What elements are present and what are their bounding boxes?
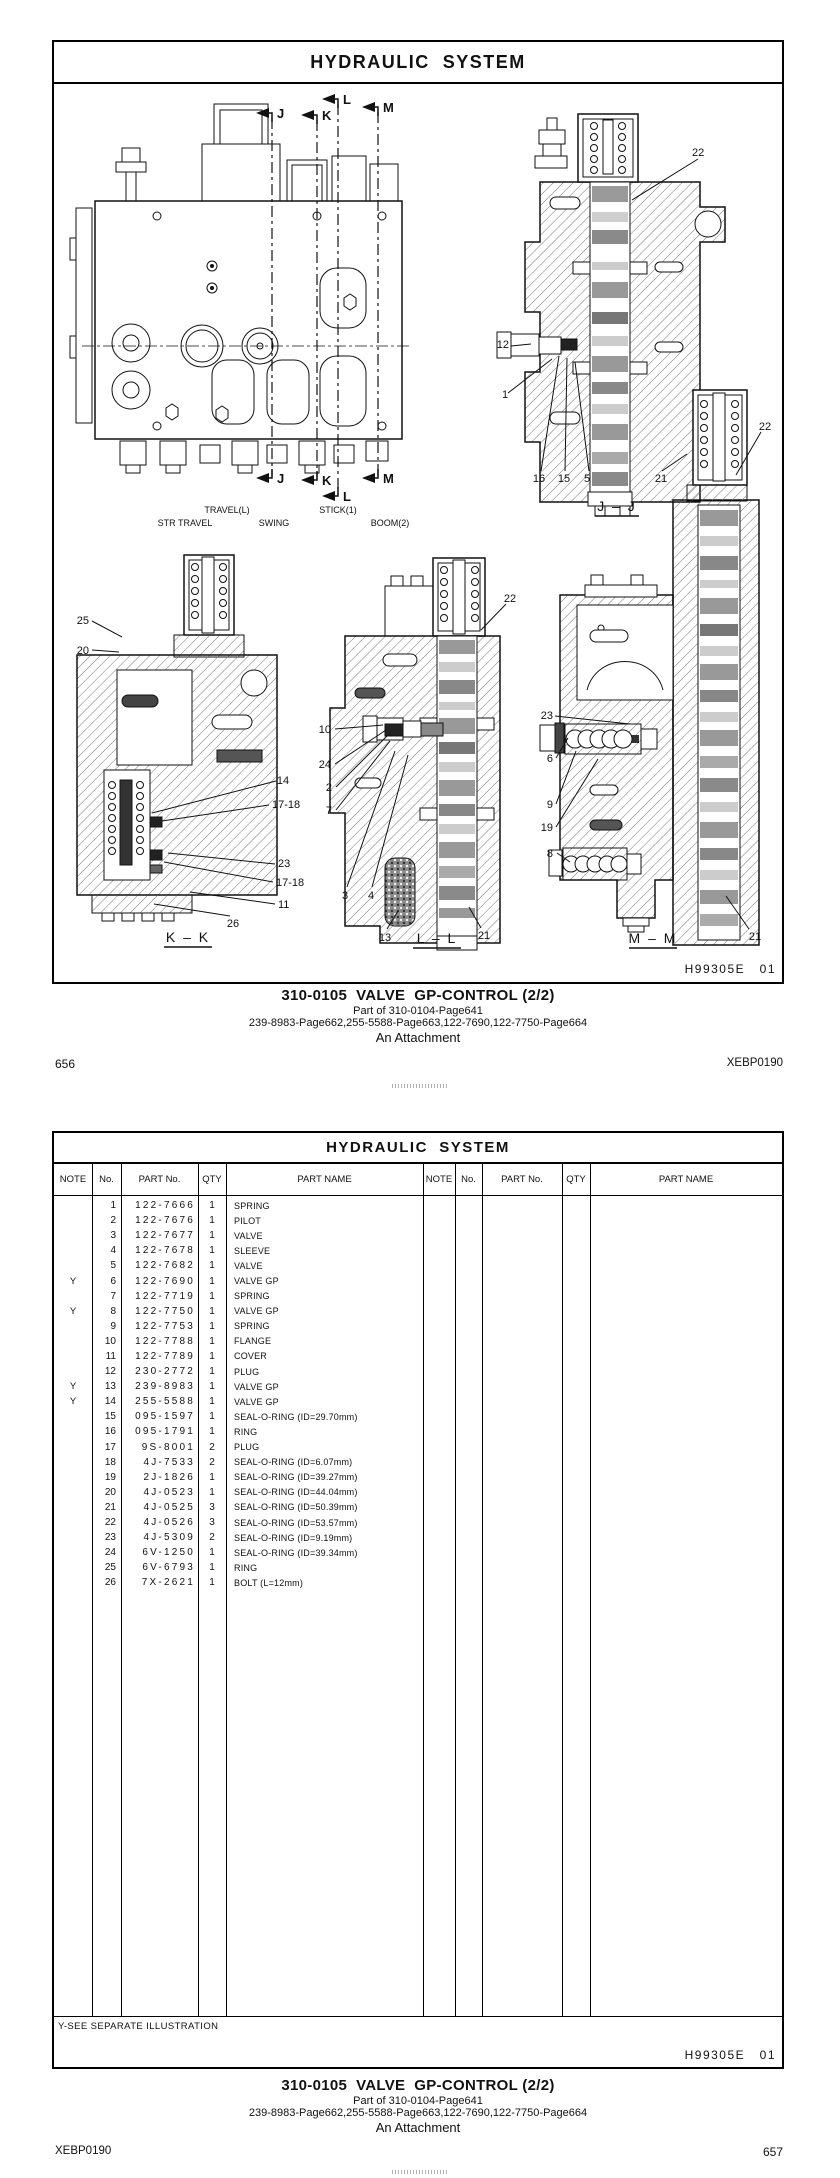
table-row [54, 1530, 423, 1545]
table-row [54, 1273, 423, 1288]
cell-qty: 1 [209, 1260, 215, 1272]
cell-qty: 2 [209, 1441, 215, 1453]
cell-no: 14 [104, 1396, 116, 1408]
caption-refs: 239-8983-Page662,255-5588-Page663,122-7690,122-7750-Page664 [248, 2107, 588, 2119]
cell-no: 24 [104, 1547, 116, 1559]
section-letter-k-top: K [322, 108, 332, 123]
cell-no: 25 [104, 1562, 116, 1574]
header-part-name: PART NAME [658, 1174, 714, 1185]
table-row [54, 1243, 423, 1258]
cell-note: Y [69, 1305, 77, 1317]
page2-footnote: Y-SEE SEPARATE ILLUSTRATION [58, 2021, 219, 2032]
cell-part-no: 9S-8001 [141, 1441, 195, 1453]
cell-no: 19 [104, 1471, 116, 1483]
cell-no: 13 [104, 1381, 116, 1393]
table-row [54, 1575, 423, 1590]
cell-part-no: 122-7750 [135, 1305, 195, 1317]
table-row [54, 1364, 423, 1379]
cell-qty: 3 [209, 1517, 215, 1529]
cell-part-no: 095-1597 [135, 1411, 195, 1423]
cell-part-no: 122-7676 [135, 1215, 195, 1227]
cell-part-name: SEAL-O-RING (ID=9.19mm) [234, 1532, 353, 1543]
table-row [54, 1500, 423, 1515]
table-row [54, 1470, 423, 1485]
cell-part-no: 230-2772 [135, 1366, 195, 1378]
callout-label: 2 [325, 782, 332, 794]
table-row [54, 1334, 423, 1349]
plan-label-stick: STICK(1) [319, 505, 357, 515]
cell-qty: 2 [209, 1532, 215, 1544]
cell-qty: 1 [209, 1215, 215, 1227]
callout-label: 17-18 [272, 799, 301, 811]
cell-no: 17 [104, 1441, 116, 1453]
page2-number: 657 [762, 2145, 783, 2159]
plan-label-swing: SWING [258, 518, 290, 528]
cell-part-no: 122-7753 [135, 1320, 195, 1332]
table-column-line [423, 1164, 424, 2016]
cell-part-name: SEAL-O-RING (ID=39.34mm) [234, 1547, 358, 1558]
page1-number: 656 [55, 1057, 76, 1071]
cell-no: 8 [110, 1305, 116, 1317]
callout-label: 1 [501, 389, 509, 401]
callout-label: 11 [278, 899, 290, 911]
callout-label: 23 [278, 858, 291, 870]
cell-no: 1 [110, 1200, 116, 1212]
cell-qty: 1 [209, 1320, 215, 1332]
table-row [54, 1394, 423, 1409]
callout-label: 22 [692, 147, 705, 159]
cell-no: 11 [105, 1350, 116, 1362]
table-column-line [482, 1164, 483, 2016]
header-part-name: PART NAME [297, 1174, 352, 1185]
cell-no: 3 [110, 1230, 116, 1242]
table-row [54, 1258, 423, 1273]
callout-label: 26 [226, 918, 240, 930]
plan-label-travel-l: TRAVEL(L) [204, 505, 250, 515]
cell-part-name: VALVE GP [234, 1276, 279, 1287]
header-no: No. [99, 1174, 114, 1185]
callout-label: 25 [76, 615, 89, 627]
cell-part-no: 2J-1826 [143, 1471, 195, 1483]
section-letter-k-bottom: K [322, 473, 332, 488]
section-letter-m-top: M [383, 100, 394, 115]
cell-qty: 1 [209, 1547, 215, 1559]
cell-qty: 2 [209, 1456, 215, 1468]
callout-label: 10 [318, 724, 331, 736]
cell-qty: 1 [209, 1245, 215, 1257]
page1-caption [118, 987, 718, 1045]
page2-plate-code: H99305E 01 [684, 2048, 776, 2062]
parts-table-header [54, 1164, 782, 1196]
cell-part-name: VALVE GP [234, 1396, 279, 1407]
header-qty: QTY [202, 1174, 222, 1185]
cell-part-no: 7X-2621 [141, 1577, 195, 1589]
callout-label: 5 [583, 473, 591, 485]
table-column-line [590, 1164, 591, 2016]
page1-title [52, 40, 784, 84]
cell-no: 16 [104, 1426, 116, 1438]
header-part-no: PART No. [138, 1174, 181, 1185]
section-kk-diagram [62, 555, 305, 955]
page2-title [52, 1131, 784, 1164]
callout-label: 12 [496, 339, 509, 351]
cell-part-no: 239-8983 [135, 1381, 195, 1393]
table-row [54, 1515, 423, 1530]
header-no: No. [461, 1174, 476, 1185]
callout-label: 24 [318, 759, 331, 771]
cell-note: Y [69, 1381, 77, 1393]
cell-no: 22 [104, 1517, 116, 1529]
table-row [54, 1379, 423, 1394]
cell-part-no: 4J-0526 [143, 1517, 195, 1529]
page1-book-code: XEBP0190 [726, 1057, 783, 1069]
table-row [54, 1304, 423, 1319]
cell-part-name: PLUG [234, 1442, 260, 1453]
parts-table-rows [54, 1198, 423, 1590]
table-row [54, 1349, 423, 1364]
cell-part-no: 122-7666 [135, 1200, 195, 1212]
table-row [54, 1289, 423, 1304]
cell-part-name: SPRING [234, 1200, 270, 1211]
page1-title-text: HYDRAULIC SYSTEM [310, 51, 526, 72]
cell-part-name: SPRING [234, 1291, 270, 1302]
cell-no: 12 [104, 1366, 116, 1378]
microprint-mark [392, 1084, 447, 1088]
section-letter-m-bottom: M [383, 471, 394, 486]
cell-part-name: SEAL-O-RING (ID=6.07mm) [234, 1457, 353, 1468]
caption-title: 310-0105 VALVE GP-CONTROL (2/2) [281, 2077, 555, 2094]
callout-label: 7 [325, 805, 332, 817]
cell-qty: 1 [209, 1275, 215, 1287]
callout-label: 22 [503, 593, 517, 605]
cell-no: 21 [104, 1501, 116, 1513]
table-column-line [455, 1164, 456, 2016]
cell-qty: 1 [209, 1350, 215, 1362]
caption-refs: 239-8983-Page662,255-5588-Page663,122-7690,122-7750-Page664 [248, 1017, 588, 1029]
cell-no: 6 [110, 1275, 116, 1287]
cell-part-no: 095-1791 [135, 1426, 195, 1438]
table-row [54, 1485, 423, 1500]
cell-no: 5 [110, 1260, 116, 1272]
callout-label: 3 [341, 890, 349, 902]
cell-part-no: 122-7677 [135, 1230, 195, 1242]
section-letter-l-bottom: L [343, 489, 351, 504]
callout-label: 23 [540, 710, 553, 722]
cell-no: 7 [110, 1290, 116, 1302]
valve-plan-view-diagram [62, 88, 422, 528]
section-label-mm: M – M [628, 930, 678, 946]
section-label-ll: L – L [416, 930, 458, 946]
cell-part-name: BOLT (L=12mm) [234, 1577, 304, 1588]
cell-qty: 1 [209, 1335, 215, 1347]
cell-part-name: SEAL-O-RING (ID=39.27mm) [234, 1472, 358, 1483]
cell-part-no: 4J-0525 [143, 1501, 195, 1513]
cell-part-no: 4J-0523 [143, 1486, 195, 1498]
table-row [54, 1198, 423, 1213]
cell-part-no: 122-7788 [135, 1335, 195, 1347]
callout-label: 21 [654, 473, 668, 485]
plan-label-str-travel: STR TRAVEL [157, 518, 213, 528]
cell-no: 10 [104, 1335, 116, 1347]
cell-qty: 1 [209, 1471, 215, 1483]
header-note: NOTE [59, 1174, 87, 1185]
cell-part-name: PLUG [234, 1366, 260, 1377]
table-row [54, 1213, 423, 1228]
callout-label: 19 [540, 822, 553, 834]
section-ll-diagram [285, 558, 520, 953]
section-letter-j-top: J [277, 106, 285, 121]
callout-label: 14 [276, 775, 290, 787]
caption-note: An Attachment [375, 2120, 461, 2135]
page2-caption [118, 2077, 718, 2135]
cell-note: Y [69, 1275, 77, 1287]
cell-part-name: SEAL-O-RING (ID=44.04mm) [234, 1487, 358, 1498]
page2-book-code: XEBP0190 [55, 2145, 112, 2157]
cell-part-name: SEAL-O-RING (ID=50.39mm) [234, 1502, 358, 1513]
cell-part-no: 255-5588 [135, 1396, 195, 1408]
cell-part-name: RING [234, 1426, 258, 1437]
section-label-jj: J – J [597, 498, 637, 514]
plan-label-boom: BOOM(2) [370, 518, 410, 528]
cell-part-no: 122-7678 [135, 1245, 195, 1257]
cell-qty: 1 [209, 1381, 215, 1393]
cell-qty: 1 [209, 1426, 215, 1438]
cell-part-no: 122-7789 [135, 1350, 195, 1362]
cell-qty: 1 [209, 1396, 215, 1408]
cell-part-name: COVER [234, 1351, 268, 1362]
table-row [54, 1409, 423, 1424]
callout-label: 17-18 [276, 877, 305, 889]
cell-no: 15 [104, 1411, 116, 1423]
callout-label: 9 [546, 799, 553, 811]
table-row [54, 1560, 423, 1575]
callout-label: 21 [477, 930, 491, 942]
callout-label: 4 [367, 890, 375, 902]
callout-label: 6 [546, 753, 553, 765]
callout-label: 16 [532, 473, 546, 485]
cell-part-no: 122-7690 [135, 1275, 195, 1287]
section-label-kk: K – K [165, 929, 211, 945]
cell-no: 4 [110, 1245, 116, 1257]
cell-qty: 1 [209, 1577, 215, 1589]
cell-part-no: 122-7719 [135, 1290, 195, 1302]
cell-qty: 1 [209, 1486, 215, 1498]
cell-part-name: SEAL-O-RING (ID=29.70mm) [234, 1411, 358, 1422]
cell-part-no: 122-7682 [135, 1260, 195, 1272]
header-part-no: PART No. [501, 1174, 543, 1185]
table-row [54, 1545, 423, 1560]
cell-no: 18 [104, 1456, 116, 1468]
cell-part-name: VALVE GP [234, 1381, 279, 1392]
callout-label: 20 [76, 645, 89, 657]
callout-label: 8 [546, 848, 553, 860]
table-column-line [562, 1164, 563, 2016]
cell-part-name: VALVE [234, 1260, 263, 1271]
table-row [54, 1228, 423, 1243]
cell-part-name: SLEEVE [234, 1245, 271, 1256]
cell-no: 2 [110, 1215, 116, 1227]
cell-part-no: 6V-1250 [142, 1547, 195, 1559]
header-qty: QTY [566, 1174, 586, 1185]
cell-part-no: 4J-5309 [143, 1532, 195, 1544]
section-mm-diagram [532, 390, 785, 965]
cell-part-name: FLANGE [234, 1336, 272, 1347]
cell-note: Y [69, 1396, 77, 1408]
table-row [54, 1455, 423, 1470]
table-bottom-line [54, 2016, 782, 2017]
cell-qty: 1 [209, 1200, 215, 1212]
table-row [54, 1424, 423, 1439]
page1-plate-code: H99305E 01 [684, 962, 776, 976]
cell-no: 20 [104, 1486, 116, 1498]
cell-part-name: RING [234, 1562, 258, 1573]
callout-label: 22 [758, 421, 772, 433]
cell-no: 9 [110, 1320, 116, 1332]
cell-qty: 1 [209, 1562, 215, 1574]
section-letter-j-bottom: J [277, 471, 285, 486]
caption-title: 310-0105 VALVE GP-CONTROL (2/2) [281, 987, 555, 1004]
callout-label: 13 [378, 932, 392, 944]
cell-qty: 1 [209, 1290, 215, 1302]
page2-title-text: HYDRAULIC SYSTEM [326, 1139, 510, 1156]
cell-qty: 1 [209, 1411, 215, 1423]
table-row [54, 1319, 423, 1334]
cell-qty: 1 [209, 1305, 215, 1317]
caption-note: An Attachment [375, 1030, 461, 1045]
cell-part-no: 4J-7533 [143, 1456, 195, 1468]
caption-subtitle: Part of 310-0104-Page641 [353, 2095, 483, 2107]
caption-subtitle: Part of 310-0104-Page641 [353, 1005, 483, 1017]
table-row [54, 1440, 423, 1455]
cell-qty: 1 [209, 1366, 215, 1378]
header-note: NOTE [425, 1174, 453, 1185]
callout-label: 15 [557, 473, 571, 485]
cell-part-no: 6V-6793 [142, 1562, 195, 1574]
microprint-mark [392, 2170, 447, 2174]
cell-part-name: PILOT [234, 1215, 262, 1226]
cell-part-name: SEAL-O-RING (ID=53.57mm) [234, 1517, 358, 1528]
cell-no: 26 [104, 1577, 116, 1589]
cell-qty: 3 [209, 1501, 215, 1513]
cell-part-name: SPRING [234, 1321, 270, 1332]
cell-part-name: VALVE [234, 1230, 263, 1241]
cell-part-name: VALVE GP [234, 1306, 279, 1317]
callout-label: 21 [748, 931, 762, 943]
section-letter-l-top: L [343, 92, 351, 107]
cell-no: 23 [104, 1532, 116, 1544]
cell-qty: 1 [209, 1230, 215, 1242]
